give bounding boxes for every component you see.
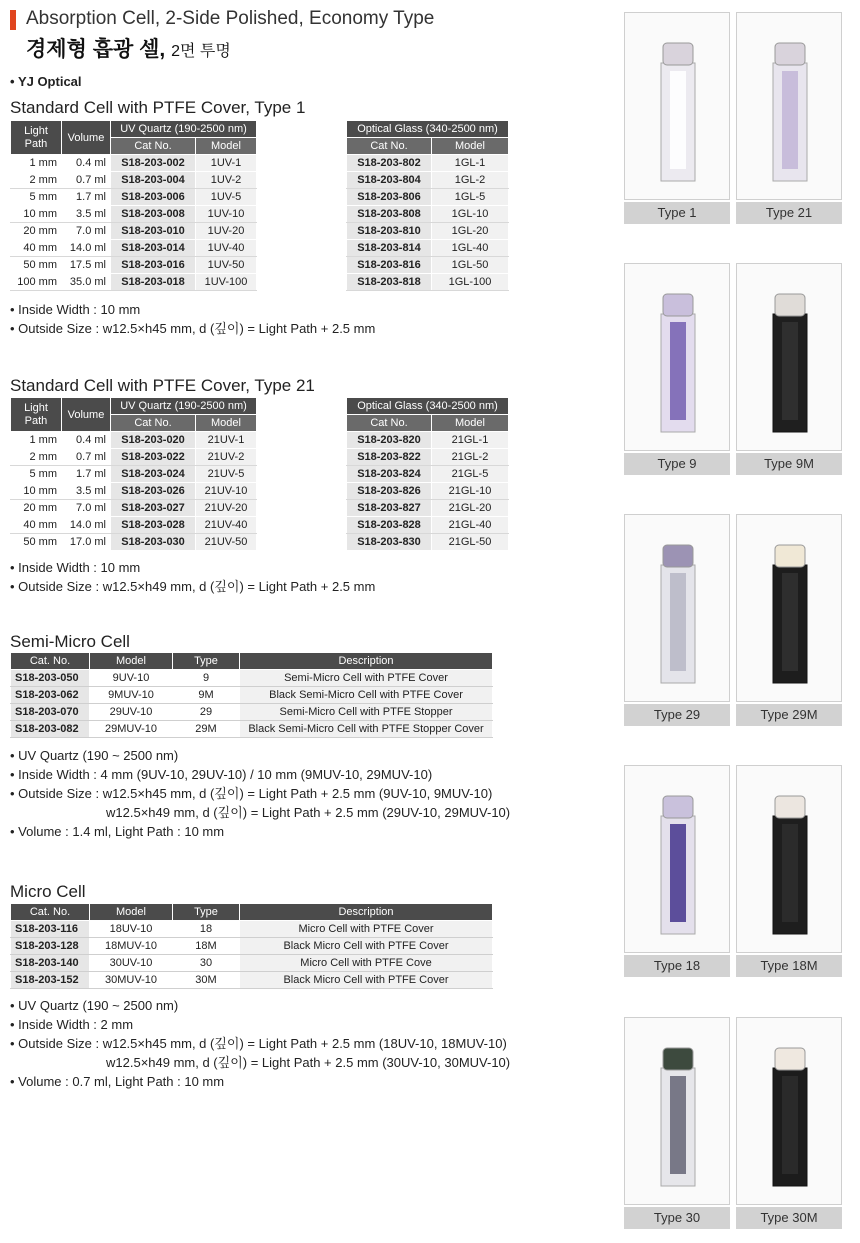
- col-optical-glass: Optical Glass (340-2500 nm): [347, 121, 509, 138]
- model-cell: 21GL-1: [432, 432, 509, 449]
- table-row: [11, 466, 257, 483]
- type21-notes: [10, 558, 375, 596]
- photo-caption: Type 29M: [736, 704, 842, 726]
- section-title-semi-micro: Semi-Micro Cell: [10, 632, 130, 651]
- table-row: [11, 534, 257, 551]
- cat-no-cell: S18-203-030: [111, 534, 196, 551]
- cuvette-cap: [663, 294, 693, 316]
- section-title-type1: Standard Cell with PTFE Cover, Type 1: [10, 98, 306, 117]
- model-cell: 9UV-10: [90, 670, 173, 687]
- note-outside-size: • Outside Size : w12.5×h45 mm, d (깊이) = Light Path + 2.5 mm (9UV-10, 9MUV-10): [10, 786, 493, 801]
- col-cat: Cat No.: [347, 138, 432, 155]
- type21-glass-table: [346, 397, 509, 551]
- title-korean-main: 경제형 흡광 셀,: [26, 38, 166, 61]
- light-path-cell: 2 mm: [11, 172, 62, 189]
- table-row: [11, 921, 493, 938]
- description-cell: Black Semi-Micro Cell with PTFE Stopper Cover: [240, 721, 493, 738]
- col-description: Description: [240, 904, 493, 921]
- volume-cell: 3.5 ml: [62, 206, 111, 223]
- photo-caption: Type 18M: [736, 955, 842, 977]
- cat-no-cell: S18-203-008: [111, 206, 196, 223]
- cuvette-photo: [736, 1017, 842, 1205]
- note-outside-size-2: w12.5×h49 mm, d (깊이) = Light Path + 2.5 mm (29UV-10, 29MUV-10): [106, 805, 511, 820]
- col-type: Type: [173, 904, 240, 921]
- model-cell: 1UV-40: [196, 240, 257, 257]
- cat-no-cell: S18-203-152: [11, 972, 90, 989]
- model-cell: 21UV-5: [196, 466, 257, 483]
- model-cell: 1UV-1: [196, 155, 257, 172]
- model-cell: 21GL-2: [432, 449, 509, 466]
- page-title-korean: [26, 33, 231, 63]
- model-cell: 1GL-100: [432, 274, 509, 291]
- cat-no-cell: S18-203-128: [11, 938, 90, 955]
- light-path-cell: 20 mm: [11, 500, 62, 517]
- table-row: [11, 189, 257, 206]
- volume-cell: 17.5 ml: [62, 257, 111, 274]
- model-cell: 29UV-10: [90, 704, 173, 721]
- model-cell: 18MUV-10: [90, 938, 173, 955]
- cat-no-cell: S18-203-014: [111, 240, 196, 257]
- cuvette-cap: [663, 43, 693, 65]
- cuvette-photo: [736, 765, 842, 953]
- model-cell: 1UV-20: [196, 223, 257, 240]
- note-inside-width: • Inside Width : 10 mm: [10, 302, 141, 317]
- cat-no-cell: S18-203-006: [111, 189, 196, 206]
- title-korean-sub: 2면 투명: [171, 43, 231, 60]
- cat-no-cell: S18-203-070: [11, 704, 90, 721]
- model-cell: 21UV-20: [196, 500, 257, 517]
- cat-no-cell: S18-203-020: [111, 432, 196, 449]
- col-light-path: Light Path: [11, 398, 62, 432]
- table-row: [11, 223, 257, 240]
- table-row: [11, 240, 257, 257]
- volume-cell: 0.7 ml: [62, 449, 111, 466]
- table-row: [11, 721, 493, 738]
- light-path-cell: 40 mm: [11, 240, 62, 257]
- table-row: [11, 687, 493, 704]
- table-row: [347, 432, 509, 449]
- photo-caption: Type 30: [624, 1207, 730, 1229]
- table-row: [11, 155, 257, 172]
- cuvette-image: [625, 766, 729, 952]
- type1-uv-table: [10, 120, 257, 291]
- cuvette-chamber: [670, 1076, 686, 1174]
- cuvette-chamber: [782, 322, 798, 420]
- model-cell: 21GL-50: [432, 534, 509, 551]
- note-outside-size: • Outside Size : w12.5×h49 mm, d (깊이) = Light Path + 2.5 mm: [10, 579, 376, 594]
- light-path-cell: 100 mm: [11, 274, 62, 291]
- model-cell: 21UV-40: [196, 517, 257, 534]
- light-path-cell: 1 mm: [11, 155, 62, 172]
- note-outside-size: • Outside Size : w12.5×h45 mm, d (깊이) = Light Path + 2.5 mm (18UV-10, 18MUV-10): [10, 1036, 507, 1051]
- table-row: [347, 500, 509, 517]
- cuvette-chamber: [782, 824, 798, 922]
- model-cell: 1GL-20: [432, 223, 509, 240]
- table-row: [11, 972, 493, 989]
- cat-no-cell: S18-203-818: [347, 274, 432, 291]
- volume-cell: 0.7 ml: [62, 172, 111, 189]
- note-outside-size: • Outside Size : w12.5×h45 mm, d (깊이) = Light Path + 2.5 mm: [10, 321, 376, 336]
- model-cell: 1UV-5: [196, 189, 257, 206]
- cat-no-cell: S18-203-016: [111, 257, 196, 274]
- cat-no-cell: S18-203-828: [347, 517, 432, 534]
- photo-caption: Type 30M: [736, 1207, 842, 1229]
- model-cell: 1GL-50: [432, 257, 509, 274]
- table-row: [11, 274, 257, 291]
- table-row: [347, 172, 509, 189]
- cat-no-cell: S18-203-024: [111, 466, 196, 483]
- volume-cell: 7.0 ml: [62, 223, 111, 240]
- cuvette-chamber: [782, 1076, 798, 1174]
- model-cell: 30UV-10: [90, 955, 173, 972]
- table-row: [347, 155, 509, 172]
- semi-micro-table: [10, 652, 493, 738]
- description-cell: Black Micro Cell with PTFE Cover: [240, 938, 493, 955]
- cat-no-cell: S18-203-816: [347, 257, 432, 274]
- model-cell: 21GL-5: [432, 466, 509, 483]
- cuvette-chamber: [670, 71, 686, 169]
- cuvette-image: [737, 13, 841, 199]
- cuvette-cap: [775, 545, 805, 567]
- cat-no-cell: S18-203-082: [11, 721, 90, 738]
- table-row: [11, 449, 257, 466]
- cuvette-image: [625, 515, 729, 701]
- type-cell: 9M: [173, 687, 240, 704]
- light-path-cell: 10 mm: [11, 483, 62, 500]
- model-cell: 1GL-1: [432, 155, 509, 172]
- volume-cell: 3.5 ml: [62, 483, 111, 500]
- model-cell: 18UV-10: [90, 921, 173, 938]
- col-model: Model: [90, 653, 173, 670]
- volume-cell: 0.4 ml: [62, 155, 111, 172]
- photo-caption: Type 18: [624, 955, 730, 977]
- col-cat: Cat. No.: [11, 904, 90, 921]
- col-description: Description: [240, 653, 493, 670]
- maker-label: • YJ Optical: [10, 74, 82, 89]
- section-title-type21: Standard Cell with PTFE Cover, Type 21: [10, 376, 315, 395]
- model-cell: 1UV-50: [196, 257, 257, 274]
- table-row: [11, 206, 257, 223]
- volume-cell: 7.0 ml: [62, 500, 111, 517]
- col-uv-quartz: UV Quartz (190-2500 nm): [111, 398, 257, 415]
- light-path-cell: 2 mm: [11, 449, 62, 466]
- title-accent-bar: [10, 10, 16, 30]
- cuvette-image: [625, 264, 729, 450]
- col-optical-glass: Optical Glass (340-2500 nm): [347, 398, 509, 415]
- cuvette-photo: [624, 263, 730, 451]
- micro-notes: [10, 996, 510, 1091]
- light-path-cell: 5 mm: [11, 189, 62, 206]
- cat-no-cell: S18-203-826: [347, 483, 432, 500]
- cat-no-cell: S18-203-808: [347, 206, 432, 223]
- photo-caption: Type 29: [624, 704, 730, 726]
- model-cell: 21UV-10: [196, 483, 257, 500]
- cuvette-photo: [736, 12, 842, 200]
- cat-no-cell: S18-203-810: [347, 223, 432, 240]
- cuvette-cap: [775, 1048, 805, 1070]
- note-inside-width: • Inside Width : 4 mm (9UV-10, 29UV-10) / 10 mm (9MUV-10, 29MUV-10): [10, 767, 433, 782]
- table-row: [11, 483, 257, 500]
- col-type: Type: [173, 653, 240, 670]
- table-row: [11, 257, 257, 274]
- cat-no-cell: S18-203-022: [111, 449, 196, 466]
- section-title-micro: Micro Cell: [10, 882, 86, 901]
- table-row: [11, 172, 257, 189]
- col-model: Model: [90, 904, 173, 921]
- cuvette-image: [737, 766, 841, 952]
- type1-notes: [10, 300, 375, 338]
- col-cat: Cat No.: [111, 415, 196, 432]
- type-cell: 18: [173, 921, 240, 938]
- cat-no-cell: S18-203-804: [347, 172, 432, 189]
- cuvette-photo: [624, 1017, 730, 1205]
- model-cell: 1UV-100: [196, 274, 257, 291]
- col-model: Model: [196, 415, 257, 432]
- col-model: Model: [432, 138, 509, 155]
- table-row: [11, 517, 257, 534]
- type-cell: 29: [173, 704, 240, 721]
- cat-no-cell: S18-203-802: [347, 155, 432, 172]
- type-cell: 29M: [173, 721, 240, 738]
- table-row: [11, 938, 493, 955]
- col-model: Model: [196, 138, 257, 155]
- cat-no-cell: S18-203-806: [347, 189, 432, 206]
- col-model: Model: [432, 415, 509, 432]
- cat-no-cell: S18-203-824: [347, 466, 432, 483]
- model-cell: 1GL-2: [432, 172, 509, 189]
- volume-cell: 17.0 ml: [62, 534, 111, 551]
- note-material: • UV Quartz (190 ~ 2500 nm): [10, 748, 179, 763]
- cat-no-cell: S18-203-002: [111, 155, 196, 172]
- cat-no-cell: S18-203-830: [347, 534, 432, 551]
- table-row: [347, 274, 509, 291]
- cat-no-cell: S18-203-062: [11, 687, 90, 704]
- type-cell: 9: [173, 670, 240, 687]
- cat-no-cell: S18-203-116: [11, 921, 90, 938]
- model-cell: 1GL-5: [432, 189, 509, 206]
- type21-uv-table: [10, 397, 257, 551]
- cat-no-cell: S18-203-822: [347, 449, 432, 466]
- table-row: [11, 955, 493, 972]
- description-cell: Black Micro Cell with PTFE Cover: [240, 972, 493, 989]
- cuvette-image: [625, 1018, 729, 1204]
- type-cell: 18M: [173, 938, 240, 955]
- cuvette-chamber: [782, 573, 798, 671]
- maker-name: YJ Optical: [17, 74, 82, 89]
- cat-no-cell: S18-203-827: [347, 500, 432, 517]
- col-cat: Cat No.: [111, 138, 196, 155]
- cuvette-cap: [775, 796, 805, 818]
- model-cell: 9MUV-10: [90, 687, 173, 704]
- photo-caption: Type 21: [736, 202, 842, 224]
- description-cell: Micro Cell with PTFE Cove: [240, 955, 493, 972]
- cuvette-cap: [663, 1048, 693, 1070]
- col-cat: Cat No.: [347, 415, 432, 432]
- note-inside-width: • Inside Width : 2 mm: [10, 1017, 134, 1032]
- description-cell: Micro Cell with PTFE Cover: [240, 921, 493, 938]
- page-title: Absorption Cell, 2-Side Polished, Economy Type: [26, 8, 435, 29]
- cat-no-cell: S18-203-814: [347, 240, 432, 257]
- table-row: [347, 534, 509, 551]
- cuvette-cap: [663, 545, 693, 567]
- description-cell: Semi-Micro Cell with PTFE Cover: [240, 670, 493, 687]
- cuvette-cap: [663, 796, 693, 818]
- cuvette-cap: [775, 43, 805, 65]
- model-cell: 21GL-40: [432, 517, 509, 534]
- col-volume: Volume: [62, 121, 111, 155]
- description-cell: Semi-Micro Cell with PTFE Stopper: [240, 704, 493, 721]
- cat-no-cell: S18-203-010: [111, 223, 196, 240]
- model-cell: 30MUV-10: [90, 972, 173, 989]
- cat-no-cell: S18-203-820: [347, 432, 432, 449]
- photo-caption: Type 1: [624, 202, 730, 224]
- description-cell: Black Semi-Micro Cell with PTFE Cover: [240, 687, 493, 704]
- table-row: [347, 483, 509, 500]
- col-volume: Volume: [62, 398, 111, 432]
- cat-no-cell: S18-203-026: [111, 483, 196, 500]
- light-path-cell: 20 mm: [11, 223, 62, 240]
- table-row: [347, 517, 509, 534]
- model-cell: 29MUV-10: [90, 721, 173, 738]
- cuvette-chamber: [670, 824, 686, 922]
- model-cell: 21UV-50: [196, 534, 257, 551]
- table-row: [11, 500, 257, 517]
- cuvette-chamber: [782, 71, 798, 169]
- photo-caption: Type 9M: [736, 453, 842, 475]
- model-cell: 1GL-10: [432, 206, 509, 223]
- cuvette-image: [737, 264, 841, 450]
- cuvette-chamber: [670, 573, 686, 671]
- cuvette-image: [737, 515, 841, 701]
- table-row: [347, 257, 509, 274]
- col-uv-quartz: UV Quartz (190-2500 nm): [111, 121, 257, 138]
- volume-cell: 0.4 ml: [62, 432, 111, 449]
- cuvette-photo: [736, 263, 842, 451]
- note-volume: • Volume : 1.4 ml, Light Path : 10 mm: [10, 824, 225, 839]
- cuvette-photo: [624, 12, 730, 200]
- cat-no-cell: S18-203-018: [111, 274, 196, 291]
- table-row: [347, 206, 509, 223]
- model-cell: 1GL-40: [432, 240, 509, 257]
- table-row: [347, 240, 509, 257]
- note-outside-size-2: w12.5×h49 mm, d (깊이) = Light Path + 2.5 mm (30UV-10, 30MUV-10): [106, 1055, 511, 1070]
- type-cell: 30: [173, 955, 240, 972]
- volume-cell: 35.0 ml: [62, 274, 111, 291]
- model-cell: 21GL-20: [432, 500, 509, 517]
- model-cell: 1UV-2: [196, 172, 257, 189]
- cuvette-photo: [624, 765, 730, 953]
- cat-no-cell: S18-203-004: [111, 172, 196, 189]
- table-row: [11, 432, 257, 449]
- light-path-cell: 50 mm: [11, 534, 62, 551]
- volume-cell: 1.7 ml: [62, 466, 111, 483]
- table-row: [347, 223, 509, 240]
- light-path-cell: 40 mm: [11, 517, 62, 534]
- light-path-cell: 5 mm: [11, 466, 62, 483]
- type-cell: 30M: [173, 972, 240, 989]
- cuvette-cap: [775, 294, 805, 316]
- model-cell: 1UV-10: [196, 206, 257, 223]
- volume-cell: 14.0 ml: [62, 240, 111, 257]
- volume-cell: 1.7 ml: [62, 189, 111, 206]
- model-cell: 21UV-1: [196, 432, 257, 449]
- light-path-cell: 10 mm: [11, 206, 62, 223]
- cuvette-image: [737, 1018, 841, 1204]
- cuvette-photo: [736, 514, 842, 702]
- cuvette-chamber: [670, 322, 686, 420]
- col-light-path: Light Path: [11, 121, 62, 155]
- table-row: [347, 466, 509, 483]
- volume-cell: 14.0 ml: [62, 517, 111, 534]
- cuvette-image: [625, 13, 729, 199]
- light-path-cell: 1 mm: [11, 432, 62, 449]
- semi-micro-notes: [10, 746, 510, 841]
- note-volume: • Volume : 0.7 ml, Light Path : 10 mm: [10, 1074, 225, 1089]
- cat-no-cell: S18-203-140: [11, 955, 90, 972]
- model-cell: 21GL-10: [432, 483, 509, 500]
- cat-no-cell: S18-203-027: [111, 500, 196, 517]
- light-path-cell: 50 mm: [11, 257, 62, 274]
- note-material: • UV Quartz (190 ~ 2500 nm): [10, 998, 179, 1013]
- type1-glass-table: [346, 120, 509, 291]
- cuvette-photo: [624, 514, 730, 702]
- note-inside-width: • Inside Width : 10 mm: [10, 560, 141, 575]
- micro-table: [10, 903, 493, 989]
- table-row: [11, 704, 493, 721]
- cat-no-cell: S18-203-028: [111, 517, 196, 534]
- col-cat: Cat. No.: [11, 653, 90, 670]
- photo-caption: Type 9: [624, 453, 730, 475]
- model-cell: 21UV-2: [196, 449, 257, 466]
- table-row: [347, 449, 509, 466]
- table-row: [347, 189, 509, 206]
- cat-no-cell: S18-203-050: [11, 670, 90, 687]
- table-row: [11, 670, 493, 687]
